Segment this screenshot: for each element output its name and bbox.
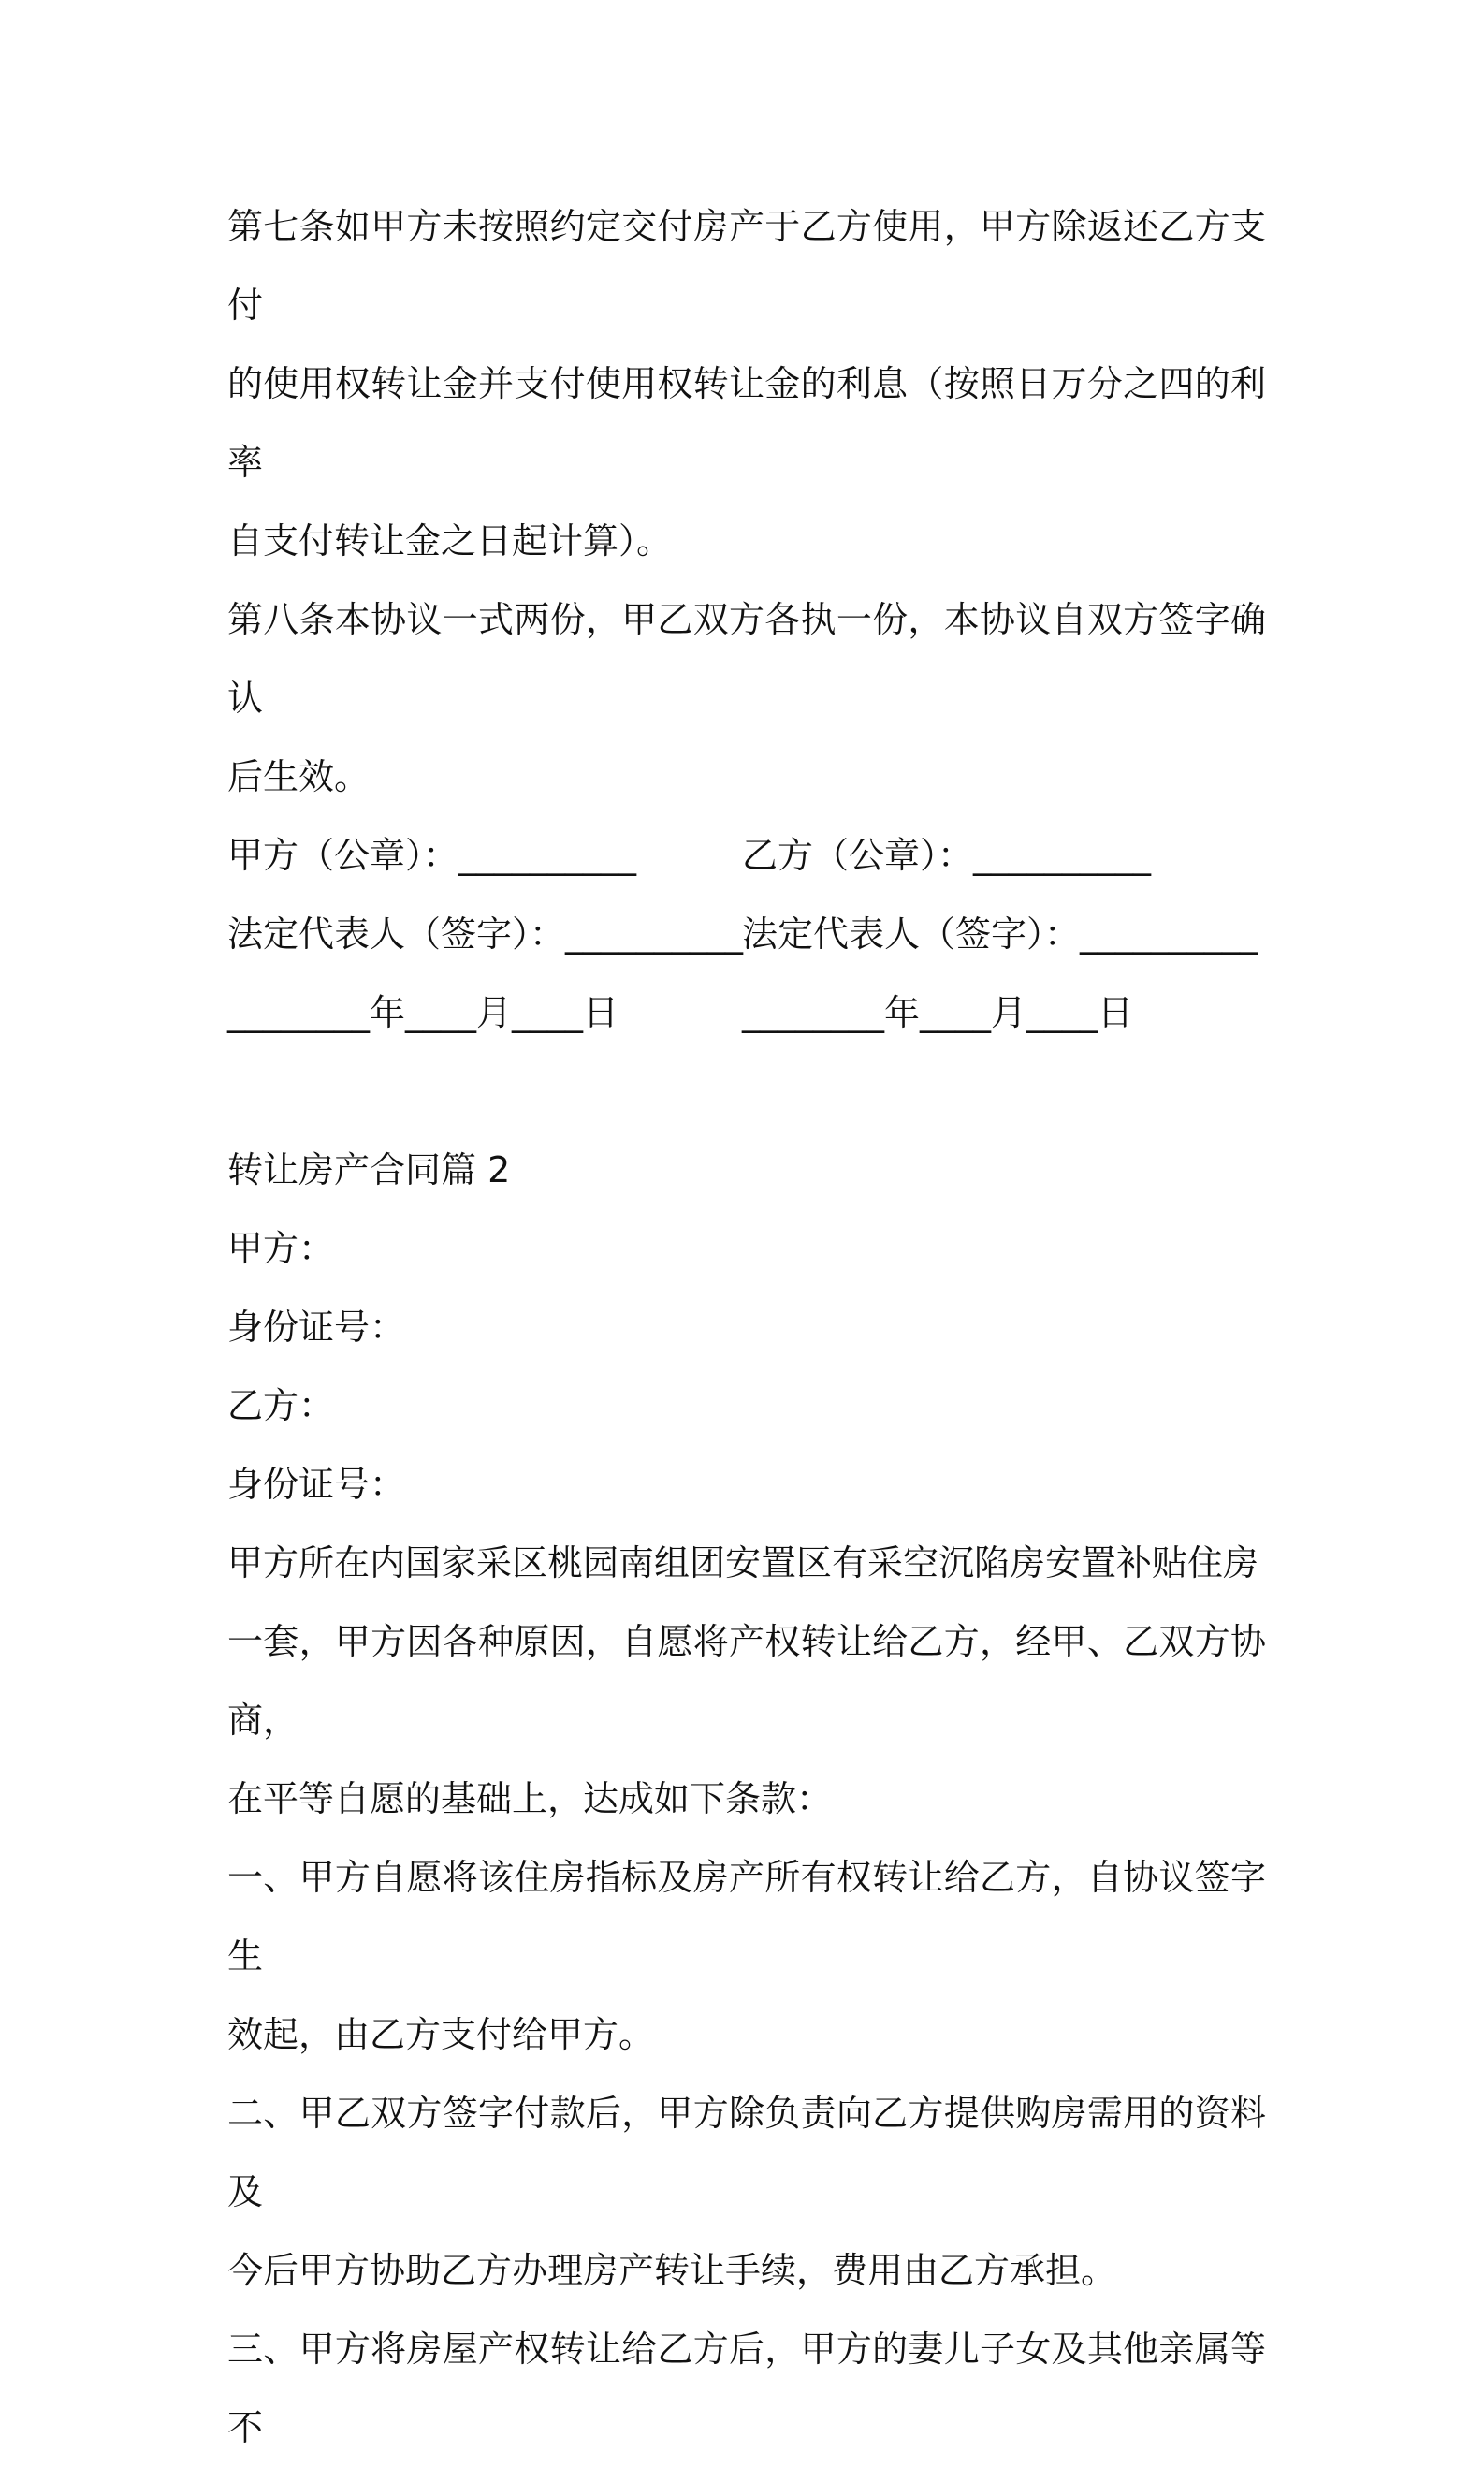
article-8-line-2: 后生效。	[227, 756, 371, 797]
party-b-seal: 乙方（公章）：__________	[742, 835, 1152, 876]
clause-1-line-2: 效起，由乙方支付给甲方。	[227, 2014, 655, 2055]
article-7-line-2: 的使用权转让金并支付使用权转让金的利息（按照日万分之四的利率	[227, 363, 1266, 483]
party-b-label: 乙方：	[227, 1385, 335, 1426]
document-page	[227, 187, 1266, 2467]
representative-row	[227, 895, 1266, 973]
representative-b: 法定代表人（签字）：__________	[742, 913, 1258, 955]
date-b: ________年____月____日	[742, 992, 1134, 1033]
party-b-id-label: 身份证号：	[227, 1464, 406, 1505]
article-8-line-1: 第八条本协议一式两份，甲乙双方各执一份，本协议自双方签字确认	[227, 599, 1266, 719]
seal-row	[227, 816, 1266, 895]
intro-line-3: 在平等自愿的基础上，达成如下条款：	[227, 1778, 833, 1819]
clause-3-line-1: 三、甲方将房屋产权转让给乙方后，甲方的妻儿子女及其他亲属等不	[227, 2328, 1266, 2448]
contract-2-title: 转让房产合同篇 2	[227, 1149, 511, 1190]
date-a: ________年____月____日	[227, 992, 619, 1033]
article-7-line-1: 第七条如甲方未按照约定交付房产于乙方使用，甲方除返还乙方支付	[227, 206, 1266, 326]
clause-2-line-2: 今后甲方协助乙方办理房产转让手续，费用由乙方承担。	[227, 2250, 1117, 2291]
article-7-line-3: 自支付转让金之日起计算）。	[227, 520, 673, 562]
intro-line-1: 甲方所在内国家采区桃园南组团安置区有采空沉陷房安置补贴住房	[227, 1542, 1259, 1584]
representative-a: 法定代表人（签字）：__________	[227, 913, 744, 955]
clause-1-line-1: 一、甲方自愿将该住房指标及房产所有权转让给乙方，自协议签字生	[227, 1857, 1266, 1977]
date-row	[227, 973, 1266, 1052]
intro-line-2: 一套，甲方因各种原因，自愿将产权转让给乙方，经甲、乙双方协商，	[227, 1621, 1266, 1741]
section-spacer	[227, 1052, 1266, 1131]
party-a-id-label: 身份证号：	[227, 1306, 406, 1348]
clause-2-line-1: 二、甲乙双方签字付款后，甲方除负责向乙方提供购房需用的资料及	[227, 2093, 1266, 2212]
party-a-seal: 甲方（公章）：__________	[227, 835, 637, 876]
party-a-label: 甲方：	[227, 1228, 335, 1269]
